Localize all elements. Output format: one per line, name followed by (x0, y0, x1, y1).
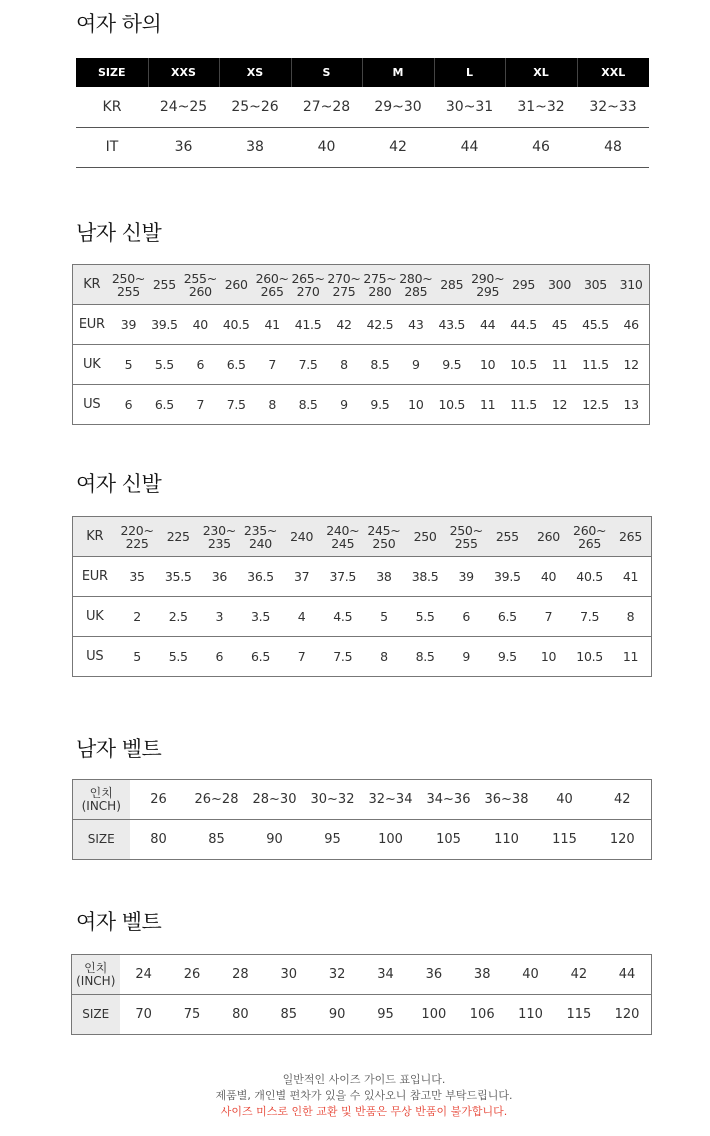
table-cell: 44 (603, 955, 651, 995)
table-cell: 120 (614, 1007, 640, 1022)
mens-belt-title: 남자 벨트 (76, 737, 162, 761)
table-cell: 8.5 (362, 345, 398, 385)
table-cell: 39.5 (487, 557, 528, 597)
table-cell: 37.5 (322, 557, 363, 597)
row-label: UK (73, 597, 117, 637)
table-cell: 30~32 (304, 780, 362, 820)
table-cell: 26 (168, 955, 216, 995)
table-cell: 310 (613, 265, 649, 305)
table-cell: 7 (254, 345, 290, 385)
table-cell: 230~ 235 (199, 517, 240, 557)
table-cell: 9 (340, 397, 348, 412)
table-cell: 120 (609, 832, 635, 847)
table-cell: 34 (361, 955, 409, 995)
table-cell: 8 (326, 345, 362, 385)
table-cell: 6 (215, 649, 224, 664)
table-cell: 260~ 265 (569, 517, 610, 557)
row-label: EUR (73, 305, 111, 345)
table-cell: 80 (232, 1007, 249, 1022)
table-cell: 41 (610, 557, 651, 597)
womens-shoes-title: 여자 신발 (76, 472, 162, 496)
table-row (73, 517, 652, 557)
table-cell: 43 (398, 305, 434, 345)
table-cell: 11 (542, 345, 578, 385)
table-cell: 95 (324, 832, 341, 847)
table-cell: 9.5 (370, 397, 390, 412)
table-cell: 100 (421, 1007, 447, 1022)
table-row (73, 305, 650, 345)
table-row (72, 995, 652, 1035)
table-cell: 11.5 (577, 345, 613, 385)
row-label: IT (76, 127, 148, 167)
table-cell: 31~32 (505, 87, 577, 127)
table-cell: 38 (219, 127, 291, 167)
table-cell: 46 (613, 305, 649, 345)
table-cell: 5 (363, 597, 404, 637)
table-cell: 44 (470, 305, 506, 345)
table-cell: 220~ 225 (117, 517, 158, 557)
table-cell: 10 (408, 397, 424, 412)
table-cell: 36~38 (478, 780, 536, 820)
table-cell: 42 (555, 955, 603, 995)
table-cell: 7.5 (290, 345, 326, 385)
womens-bottoms-title: 여자 하의 (76, 12, 162, 36)
table-cell: 38 (363, 557, 404, 597)
table-cell: 40.5 (218, 305, 254, 345)
table-cell: 42 (362, 127, 434, 167)
size-header-xxl: XXL (577, 58, 649, 87)
table-cell: 250~ 255 (446, 517, 487, 557)
table-cell: 110 (518, 1007, 543, 1022)
table-cell: 265~ 270 (290, 265, 326, 305)
table-cell: 10.5 (506, 345, 542, 385)
size-header: SIZE (76, 58, 148, 87)
table-cell: 255 (146, 265, 182, 305)
table-cell: 12 (613, 345, 649, 385)
size-header-s: S (291, 58, 362, 87)
row-label: KR (76, 87, 148, 127)
table-cell: 9.5 (497, 649, 517, 664)
table-cell: 5.5 (168, 649, 188, 664)
table-cell: 255~ 260 (182, 265, 218, 305)
table-cell: 39.5 (146, 305, 182, 345)
table-cell: 12 (551, 397, 568, 412)
row-label: KR (73, 517, 117, 557)
table-cell: 41.5 (290, 305, 326, 345)
table-cell: 4 (281, 597, 322, 637)
table-cell: 300 (542, 265, 578, 305)
table-cell: 115 (552, 832, 577, 847)
row-label: UK (73, 345, 111, 385)
table-cell: 11 (480, 397, 496, 412)
row-label: KR (73, 265, 111, 305)
table-cell: 8 (268, 397, 276, 412)
table-cell: 39 (111, 305, 147, 345)
table-cell: 235~ 240 (240, 517, 281, 557)
table-cell: 26 (130, 780, 188, 820)
table-cell: 38 (458, 955, 506, 995)
table-cell: 225 (158, 517, 199, 557)
table-cell: 2.5 (158, 597, 199, 637)
size-header-xxs: XXS (148, 58, 219, 87)
table-cell: 285 (434, 265, 470, 305)
mens-belt-table (72, 779, 652, 860)
table-cell: 90 (266, 832, 283, 847)
womens-belt-title: 여자 벨트 (76, 910, 162, 934)
table-cell: 7 (528, 597, 569, 637)
table-cell: 32~33 (577, 87, 649, 127)
womens-bottoms-table (76, 58, 649, 168)
note-variance: 제품별, 개인별 편차가 있을 수 있사오니 참고만 부탁드립니다. (215, 1089, 513, 1102)
womens-shoes-table (72, 516, 652, 677)
table-cell: 5 (133, 649, 141, 664)
table-cell: 40 (528, 557, 569, 597)
row-label: US (83, 397, 101, 412)
row-label: SIZE (73, 820, 130, 860)
table-cell: 280~ 285 (398, 265, 434, 305)
table-cell: 8 (380, 649, 388, 664)
table-row (73, 345, 650, 385)
table-cell: 42 (594, 780, 652, 820)
womens-belt-table (71, 954, 652, 1035)
table-cell: 37 (281, 557, 322, 597)
table-cell: 40 (506, 955, 554, 995)
table-cell: 106 (469, 1007, 495, 1022)
table-cell: 44.5 (506, 305, 542, 345)
table-cell: 36 (148, 127, 219, 167)
table-cell: 44 (434, 127, 505, 167)
table-cell: 6 (182, 345, 218, 385)
size-header-xl: XL (505, 58, 577, 87)
table-cell: 270~ 275 (326, 265, 362, 305)
table-cell: 10.5 (438, 397, 466, 412)
table-cell: 9 (462, 649, 471, 664)
table-cell: 10 (540, 649, 557, 664)
table-cell: 250~ 255 (111, 265, 147, 305)
row-label: SIZE (72, 995, 120, 1035)
table-cell: 42 (326, 305, 362, 345)
table-cell: 6 (124, 397, 133, 412)
table-header-row (76, 58, 649, 87)
table-cell: 26~28 (188, 780, 246, 820)
table-cell: 25~26 (219, 87, 291, 127)
table-cell: 38.5 (404, 557, 445, 597)
table-cell: 7 (196, 397, 205, 412)
table-cell: 10 (470, 345, 506, 385)
table-cell: 245~ 250 (363, 517, 404, 557)
table-cell: 85 (208, 832, 225, 847)
table-cell: 85 (280, 1007, 298, 1022)
table-row (73, 780, 652, 820)
table-cell: 255 (487, 517, 528, 557)
table-cell: 110 (494, 832, 519, 847)
table-cell: 28 (216, 955, 264, 995)
table-cell: 40 (291, 127, 362, 167)
table-cell: 24 (120, 955, 168, 995)
table-row (73, 637, 652, 677)
table-cell: 260~ 265 (254, 265, 290, 305)
table-cell: 3 (199, 597, 240, 637)
table-cell: 12.5 (582, 397, 609, 412)
table-row (73, 557, 652, 597)
table-cell: 290~ 295 (470, 265, 506, 305)
table-cell: 5.5 (404, 597, 445, 637)
table-cell: 46 (505, 127, 577, 167)
table-cell: 32~34 (362, 780, 420, 820)
table-row (76, 127, 649, 167)
table-row (73, 265, 650, 305)
mens-shoes-table (72, 264, 650, 425)
table-cell: 48 (577, 127, 649, 167)
size-guide-notes (0, 1072, 710, 1120)
table-cell: 75 (183, 1007, 201, 1022)
table-cell: 43.5 (434, 305, 470, 345)
table-cell: 28~30 (246, 780, 304, 820)
table-row (72, 955, 652, 995)
table-cell: 11.5 (510, 397, 537, 412)
table-cell: 45 (542, 305, 578, 345)
table-cell: 265 (610, 517, 651, 557)
table-cell: 240~ 245 (322, 517, 363, 557)
table-cell: 6.5 (251, 649, 270, 664)
table-cell: 45.5 (577, 305, 613, 345)
table-row (73, 385, 650, 425)
row-label: EUR (73, 557, 117, 597)
table-cell: 5.5 (146, 345, 182, 385)
table-cell: 250 (404, 517, 445, 557)
table-cell: 11 (622, 649, 639, 664)
table-cell: 240 (281, 517, 322, 557)
table-cell: 275~ 280 (362, 265, 398, 305)
table-cell: 115 (566, 1007, 592, 1022)
note-general: 일반적인 사이즈 가이드 표입니다. (282, 1073, 446, 1086)
table-cell: 2 (117, 597, 158, 637)
table-cell: 7 (297, 649, 306, 664)
table-cell: 34~36 (420, 780, 478, 820)
table-cell: 40 (536, 780, 594, 820)
table-cell: 4.5 (322, 597, 363, 637)
table-row (73, 597, 652, 637)
table-body (76, 87, 649, 167)
table-cell: 36.5 (240, 557, 281, 597)
table-cell: 7.5 (569, 597, 610, 637)
table-cell: 80 (150, 832, 167, 847)
table-cell: 6.5 (487, 597, 528, 637)
mens-shoes-title: 남자 신발 (76, 221, 162, 245)
table-cell: 42.5 (362, 305, 398, 345)
table-cell: 8.5 (298, 397, 318, 412)
size-header-l: L (434, 58, 505, 87)
table-row (73, 820, 652, 860)
table-cell: 35 (117, 557, 158, 597)
table-cell: 260 (528, 517, 569, 557)
table-cell: 41 (254, 305, 290, 345)
table-cell: 30 (265, 955, 313, 995)
table-cell: 40 (182, 305, 218, 345)
table-cell: 36 (199, 557, 240, 597)
table-cell: 105 (436, 832, 461, 847)
table-cell: 40.5 (569, 557, 610, 597)
table-cell: 5 (111, 345, 147, 385)
table-cell: 30~31 (434, 87, 505, 127)
table-cell: 9.5 (434, 345, 470, 385)
table-cell: 6.5 (154, 397, 174, 412)
table-cell: 3.5 (240, 597, 281, 637)
table-cell: 7.5 (333, 649, 353, 664)
table-cell: 13 (623, 397, 639, 412)
size-header-m: M (362, 58, 434, 87)
row-label: US (86, 649, 104, 664)
row-label: 인치 (INCH) (72, 955, 120, 995)
table-cell: 39 (446, 557, 487, 597)
table-cell: 100 (378, 832, 403, 847)
table-cell: 36 (410, 955, 458, 995)
table-cell: 70 (135, 1007, 152, 1022)
table-cell: 6.5 (218, 345, 254, 385)
table-cell: 24~25 (148, 87, 219, 127)
table-cell: 8 (610, 597, 651, 637)
table-cell: 90 (328, 1007, 346, 1022)
table-cell: 29~30 (362, 87, 434, 127)
table-row (76, 87, 649, 127)
table-cell: 95 (377, 1007, 394, 1022)
size-header-xs: XS (219, 58, 291, 87)
table-cell: 10.5 (576, 649, 603, 664)
table-cell: 6 (446, 597, 487, 637)
note-no-exchange-warning: 사이즈 미스로 인한 교환 및 반품은 무상 반품이 불가합니다. (220, 1105, 508, 1118)
row-label: 인치 (INCH) (73, 780, 130, 820)
table-cell: 35.5 (158, 557, 199, 597)
table-cell: 27~28 (291, 87, 362, 127)
table-cell: 7.5 (226, 397, 246, 412)
table-cell: 295 (506, 265, 542, 305)
table-cell: 305 (577, 265, 613, 305)
table-cell: 9 (398, 345, 434, 385)
table-cell: 8.5 (415, 649, 435, 664)
table-cell: 260 (218, 265, 254, 305)
table-cell: 32 (313, 955, 361, 995)
